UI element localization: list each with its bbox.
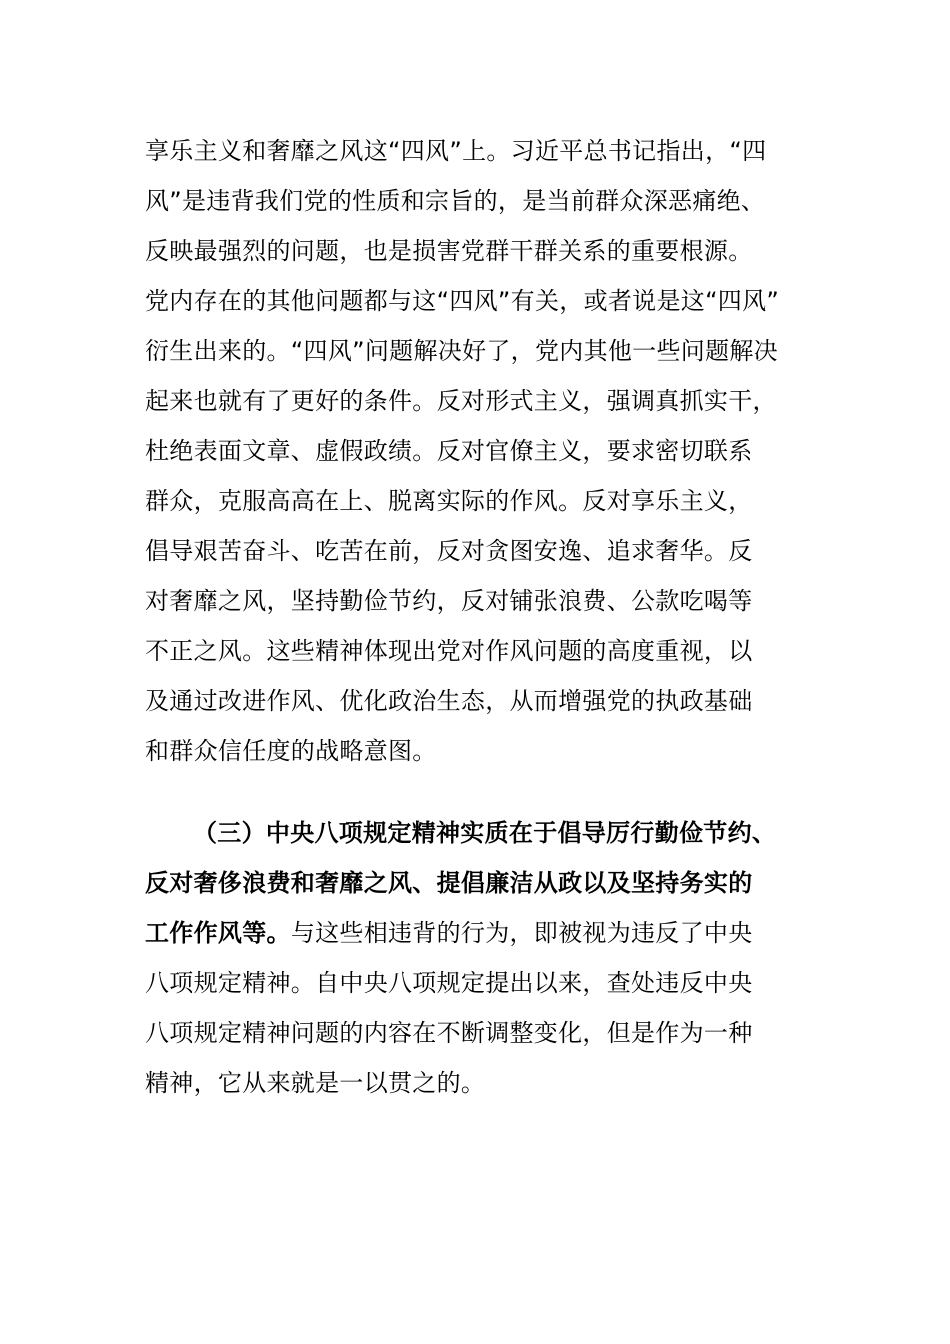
paragraph-line: 杜绝表面文章、虚假政绩。反对官僚主义，要求密切联系 xyxy=(145,437,753,465)
paragraph-line: 八项规定精神问题的内容在不断调整变化，但是作为一种 xyxy=(145,1019,753,1047)
paragraph-line: 群众，克服高高在上、脱离实际的作风。反对享乐主义， xyxy=(145,487,753,515)
paragraph-line: 精神，它从来就是一以贯之的。 xyxy=(145,1069,486,1097)
paragraph-line xyxy=(145,908,753,958)
paragraph-line: 和群众信任度的战略意图。 xyxy=(145,737,437,765)
paragraph-text: 与这些相违背的行为，即被视为违反了中央 xyxy=(290,919,753,947)
paragraph-line: 及通过改进作风、优化政治生态，从而增强党的执政基础 xyxy=(145,687,753,715)
paragraph-line: 反映最强烈的问题，也是损害党群干群关系的重要根源。 xyxy=(145,237,753,265)
paragraph-line: 党内存在的其他问题都与这“四风”有关，或者说是这“四风” xyxy=(145,287,780,315)
paragraph-line: 八项规定精神。自中央八项规定提出以来，查处违反中央 xyxy=(145,969,753,997)
paragraph-line: 衍生出来的。“四风”问题解决好了，党内其他一些问题解决 xyxy=(145,337,778,365)
section-heading-end: 工作作风等。 xyxy=(145,919,291,947)
section-heading-line: （三）中央八项规定精神实质在于倡导厉行勤俭节约、 xyxy=(193,819,777,847)
paragraph-line: 享乐主义和奢靡之风这“四风”上。习近平总书记指出，“四 xyxy=(145,137,767,165)
paragraph-line: 倡导艰苦奋斗、吃苦在前，反对贪图安逸、追求奢华。反 xyxy=(145,537,753,565)
section-heading-line: 反对奢侈浪费和奢靡之风、提倡廉洁从政以及坚持务实的 xyxy=(145,869,753,897)
paragraph-line: 对奢靡之风，坚持勤俭节约，反对铺张浪费、公款吃喝等 xyxy=(145,587,753,615)
paragraph-line: 不正之风。这些精神体现出党对作风问题的高度重视，以 xyxy=(145,637,753,665)
paragraph-line: 起来也就有了更好的条件。反对形式主义，强调真抓实干， xyxy=(145,387,777,415)
paragraph-line: 风”是违背我们党的性质和宗旨的，是当前群众深恶痛绝、 xyxy=(145,187,766,215)
